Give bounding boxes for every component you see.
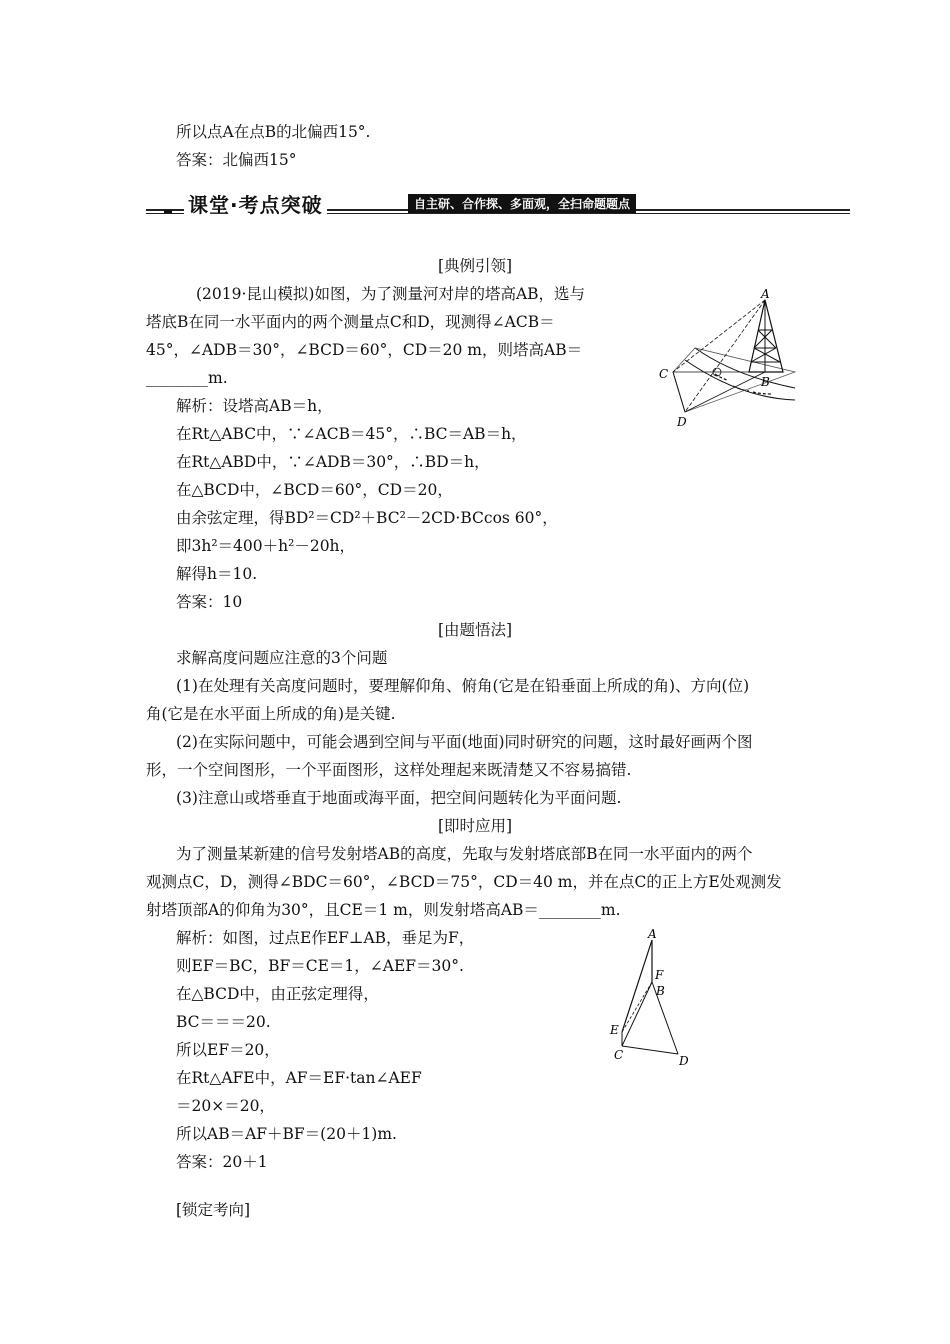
line-ae xyxy=(622,940,652,1032)
example-solution-line-4: 在△BCD中，∠BCD＝60°，CD＝20， xyxy=(176,481,453,499)
example-problem-line-2: 塔底B在同一水平面内的两个测量点C和D，现测得∠ACB＝ xyxy=(146,313,555,331)
application-answer: 答案：20＋1 xyxy=(176,1153,268,1171)
point-label-f: F xyxy=(655,968,664,982)
application-solution-line-2: 则EF＝BC，BF＝CE＝1，∠AEF＝30°. xyxy=(176,957,464,975)
point-label-a: A xyxy=(648,928,657,941)
method-point-1-line-1: (1)在处理有关高度问题时，要理解仰角、俯角(它是在铅垂面上所成的角)、方向(位) xyxy=(176,677,750,695)
application-solution-line-3: 在△BCD中，由正弦定理得， xyxy=(176,985,379,1003)
line-cd xyxy=(622,1046,678,1054)
point-label-d: D xyxy=(677,415,687,429)
river-bank-line xyxy=(685,360,795,400)
example-problem-line-3: 45°，∠ADB＝30°，∠BCD＝60°，CD＝20 m，则塔高AB＝ xyxy=(146,341,583,359)
application-problem-line-2: 观测点C，D，测得∠BDC＝60°，∠BCD＝75°，CD＝40 m，并在点C的正上方E处观测发 xyxy=(146,873,782,891)
example-solution-line-3: 在Rt△ABD中，∵∠ADB＝30°，∴BD＝h， xyxy=(176,453,490,471)
example-solution-line-2: 在Rt△ABC中，∵∠ACB＝45°，∴BC＝AB＝h， xyxy=(176,425,527,443)
application-problem-line-1: 为了测量某新建的信号发射塔AB的高度，先取与发射塔底部B在同一水平面内的两个 xyxy=(176,845,753,863)
example-solution-line-5: 由余弦定理，得BD²＝CD²＋BC²－2CD·BCcos 60°， xyxy=(176,509,558,527)
line-cb xyxy=(622,982,652,1046)
tower-figure xyxy=(655,288,805,430)
banner-tick xyxy=(164,210,172,213)
lock-direction-heading: [锁定考向] xyxy=(176,1201,251,1219)
section-banner xyxy=(146,190,850,220)
point-label-c: C xyxy=(659,367,669,381)
method-point-2-line-2: 形，一个空间图形，一个平面图形，这样处理起来既清楚又不容易搞错. xyxy=(146,761,632,779)
method-lead: 求解高度问题应注意的3个问题 xyxy=(176,649,388,667)
application-solution-line-7: ＝20×＝20， xyxy=(176,1097,275,1115)
application-solution-line-1: 解析：如图，过点E作EF⊥AB，垂足为F， xyxy=(176,929,475,947)
example-solution-line-7: 解得h＝10. xyxy=(176,565,258,583)
application-solution-line-8: 所以AB＝AF＋BF＝(20＋1)m. xyxy=(176,1125,397,1143)
application-solution-line-5: 所以EF＝20， xyxy=(176,1041,280,1059)
example-heading: [典例引领] xyxy=(437,257,513,275)
banner-title: 课堂·考点突破 xyxy=(184,189,327,218)
method-point-2-line-1: (2)在实际问题中，可能会遇到空间与平面(地面)同时研究的问题，这时最好画两个图 xyxy=(176,733,753,751)
method-point-1-line-2: 角(它是在水平面上所成的角)是关键. xyxy=(146,705,396,723)
application-solution-line-6: 在Rt△AFE中，AF＝EF·tan∠AEF xyxy=(176,1069,422,1087)
point-label-b: B xyxy=(761,375,770,389)
method-point-3: (3)注意山或塔垂直于地面或海平面，把空间问题转化为平面问题. xyxy=(176,789,622,807)
line-cd xyxy=(673,372,685,412)
point-label-a: A xyxy=(761,288,770,301)
example-solution-line-6: 即3h²＝400＋h²－20h， xyxy=(176,537,356,555)
point-label-c: C xyxy=(614,1048,624,1062)
intro-line-1: 所以点A在点B的北偏西15°. xyxy=(176,123,371,141)
method-heading: [由题悟法] xyxy=(437,621,513,639)
intro-answer: 答案：北偏西15° xyxy=(176,151,297,169)
point-label-b: B xyxy=(656,984,665,998)
application-heading: [即时应用] xyxy=(437,817,513,835)
line-ef xyxy=(622,982,652,1032)
banner-subtitle: 自主研、合作探、多面观，全扫命题题点 xyxy=(408,194,636,213)
point-label-d: D xyxy=(679,1054,689,1068)
example-problem-line-4: ________m. xyxy=(146,369,228,387)
example-problem-line-1: (2019·昆山模拟)如图，为了测量河对岸的塔高AB，选与 xyxy=(196,285,586,303)
application-solution-line-4: BC＝＝＝20. xyxy=(176,1013,271,1031)
signal-tower-figure xyxy=(606,928,706,1070)
example-solution-line-1: 解析：设塔高AB＝h， xyxy=(176,397,333,415)
example-answer: 答案：10 xyxy=(176,593,243,611)
point-label-e: E xyxy=(610,1023,619,1037)
application-problem-line-3: 射塔顶部A的仰角为30°，且CE＝1 m，则发射塔高AB＝________m. xyxy=(146,901,621,919)
